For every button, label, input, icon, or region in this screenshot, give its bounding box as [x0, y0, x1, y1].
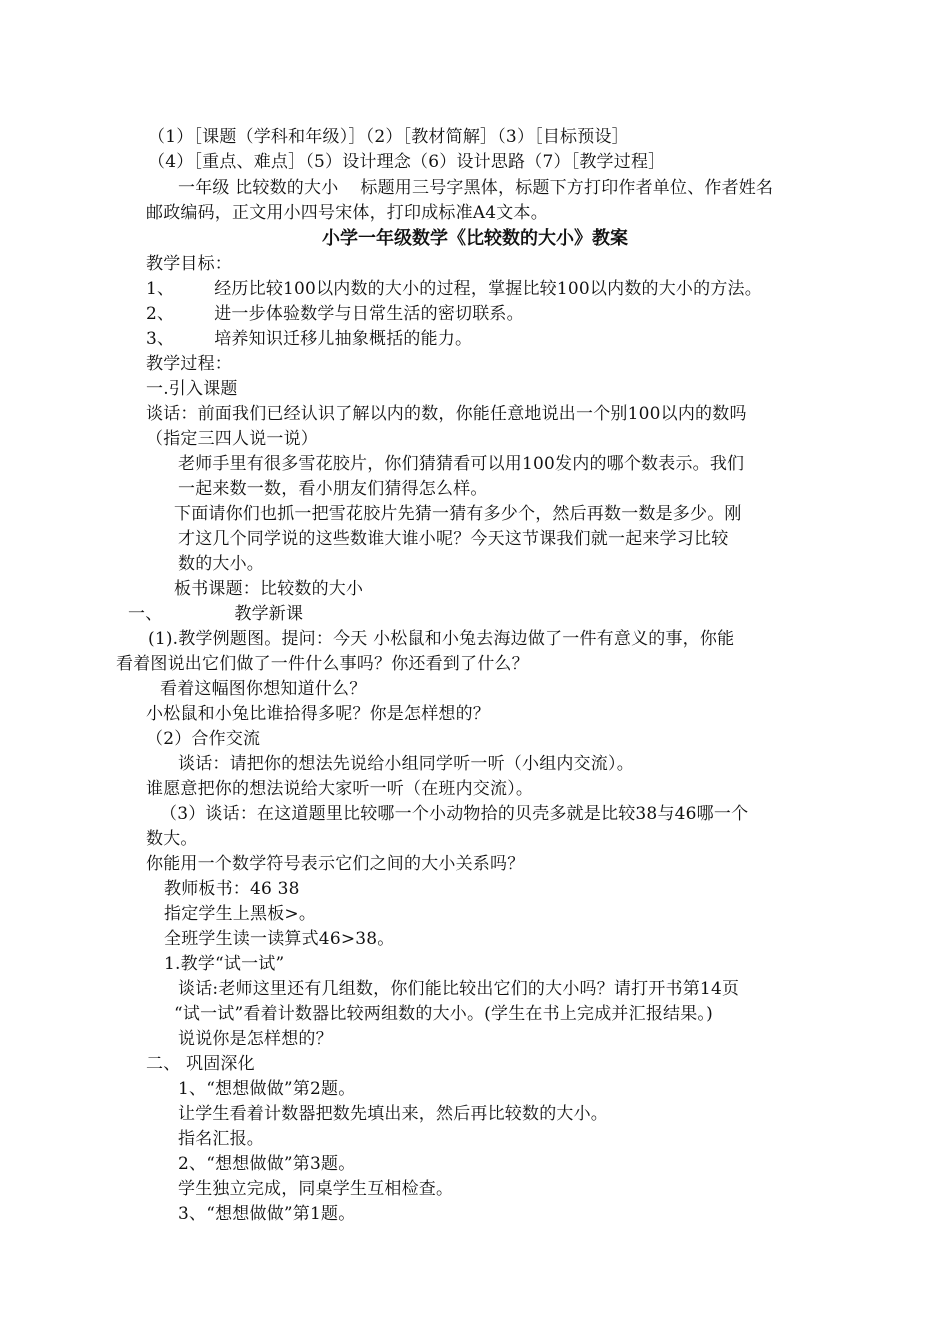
paragraph-line: 2、“想想做做”第3题。	[178, 1154, 356, 1174]
paragraph-line: 看着图说出它们做了一件什么事吗？你还看到了什么？	[116, 654, 529, 674]
paragraph-line: 数大。	[146, 829, 198, 849]
header-course-label: 一年级 比较数的大小	[178, 178, 339, 198]
paragraph-line: 教师板书：46 38	[164, 879, 300, 899]
section-number: 一、	[128, 604, 163, 624]
paragraph-line: (1).教学例题图。提问：今天 小松鼠和小兔去海边做了一件有意义的事，你能	[148, 629, 735, 649]
paragraph-line: 数的大小。	[178, 554, 264, 574]
goal-item	[146, 302, 524, 326]
paragraph-line: 谈话:老师这里还有几组数，你们能比较出它们的大小吗？请打开书第14页	[178, 979, 740, 999]
paragraph-line: 才这几个同学说的这些数谁大谁小呢？今天这节课我们就一起来学习比较	[178, 529, 729, 549]
paragraph-line: 你能用一个数学符号表示它们之间的大小关系吗？	[146, 854, 525, 874]
paragraph-line: 指名汇报。	[178, 1129, 264, 1149]
paragraph-line: 看着这幅图你想知道什么？	[160, 679, 367, 699]
paragraph-line: （3）谈话：在这道题里比较哪一个小动物拾的贝壳多就是比较38与46哪一个	[160, 804, 749, 824]
goal-text: 进一步体验数学与日常生活的密切联系。	[214, 304, 524, 324]
paragraph-line: 说说你是怎样想的？	[178, 1029, 333, 1049]
goal-number: 1、	[146, 279, 175, 299]
section-heading: 二、 巩固深化	[146, 1054, 255, 1074]
paragraph-line: 全班学生读一读算式46>38。	[164, 929, 395, 949]
section-title: 教学新课	[234, 604, 304, 624]
goal-number: 3、	[146, 329, 175, 349]
paragraph-line: 学生独立完成，同桌学生互相检查。	[178, 1179, 454, 1199]
header-line-3	[178, 176, 773, 200]
paragraph-line: 谈话：前面我们已经认识了解以内的数，你能任意地说出一个别100以内的数吗	[146, 404, 747, 424]
goal-item	[146, 327, 472, 351]
section-heading	[128, 602, 303, 626]
paragraph-line: 板书课题：比较数的大小	[174, 579, 364, 599]
paragraph-line: 3、“想想做做”第1题。	[178, 1204, 356, 1224]
paragraph-line: 指定学生上黑板>。	[164, 904, 317, 924]
paragraph-line: 1.教学“试一试”	[164, 954, 285, 974]
goal-item	[146, 277, 762, 301]
header-line-4: 邮政编码，正文用小四号宋体，打印成标准A4文本。	[146, 203, 548, 223]
paragraph-line: 让学生看着计数器把数先填出来，然后再比较数的大小。	[178, 1104, 608, 1124]
page-title: 小学一年级数学《比较数的大小》教案	[322, 228, 628, 249]
goal-number: 2、	[146, 304, 175, 324]
paragraph-line: “试一试”看着计数器比较两组数的大小。(学生在书上完成并汇报结果。)	[174, 1004, 713, 1024]
paragraph-line: 下面请你们也抓一把雪花胶片先猜一猜有多少个，然后再数一数是多少。刚	[174, 504, 742, 524]
paragraph-line: 一起来数一数，看小朋友们猜得怎么样。	[178, 479, 488, 499]
paragraph-line: 谁愿意把你的想法说给大家听一听（在班内交流）。	[146, 779, 534, 799]
goal-text: 培养知识迁移儿抽象概括的能力。	[214, 329, 473, 349]
process-heading: 教学过程：	[146, 354, 232, 374]
header-format-note: 标题用三号字黑体，标题下方打印作者单位、作者姓名	[360, 178, 774, 198]
section-heading: 一.引入课题	[146, 379, 238, 399]
paragraph-line: （指定三四人说一说）	[146, 429, 318, 449]
header-line-1: （1）［课题（学科和年级）］（2）［教材简解］（3）［目标预设］	[148, 127, 629, 147]
header-line-2: （4）［重点、难点］（5）设计理念（6）设计思路（7）［教学过程］	[148, 152, 666, 172]
goals-heading: 教学目标：	[146, 254, 232, 274]
goal-text: 经历比较100以内数的大小的过程，掌握比较100以内数的大小的方法。	[214, 279, 762, 299]
paragraph-line: 老师手里有很多雪花胶片，你们猜猜看可以用100发内的哪个数表示。我们	[178, 454, 745, 474]
paragraph-line: 小松鼠和小兔比谁拾得多呢？你是怎样想的？	[146, 704, 490, 724]
paragraph-line: 1、“想想做做”第2题。	[178, 1079, 356, 1099]
paragraph-line: 谈话：请把你的想法先说给小组同学听一听（小组内交流）。	[178, 754, 634, 774]
paragraph-line: （2）合作交流	[146, 729, 261, 749]
